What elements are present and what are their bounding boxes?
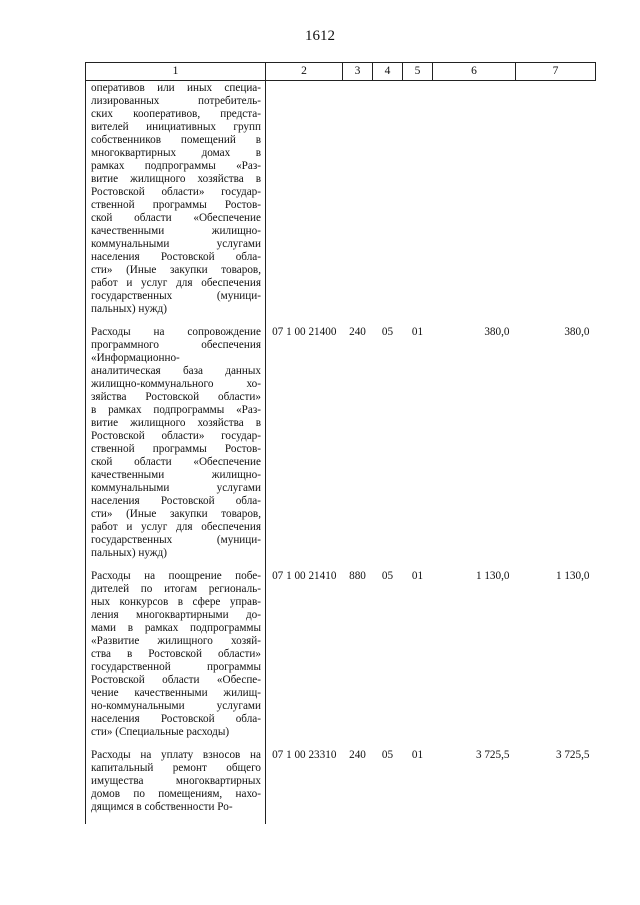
expense-description bbox=[86, 81, 266, 327]
expense-type-code bbox=[343, 81, 373, 327]
description-line: Расходы на поощрение побе- bbox=[91, 570, 261, 582]
description-line: работ и услуг для обеспечения bbox=[91, 277, 261, 289]
amount-col-6: 1 130,0 bbox=[475, 570, 510, 582]
amount-col-7: 3 725,5 bbox=[555, 749, 590, 761]
description-line: дителей по итогам региональ- bbox=[91, 583, 261, 595]
table-row bbox=[86, 749, 596, 824]
target-article-code: 07 1 00 21400 bbox=[272, 326, 337, 338]
description-line: мами в рамках подпрограммы bbox=[91, 622, 261, 634]
subsection-code: 01 bbox=[411, 326, 424, 338]
description-line: вителей инициативных групп bbox=[91, 121, 261, 133]
description-line: ственной программы Ростов- bbox=[91, 443, 261, 455]
description-line: аналитическая база данных bbox=[91, 365, 261, 377]
expense-description bbox=[86, 326, 266, 570]
description-line: ных конкурсов в сфере управ- bbox=[91, 596, 261, 608]
description-line: рамках подпрограммы «Раз- bbox=[91, 160, 261, 172]
amount-col-7: 1 130,0 bbox=[555, 570, 590, 582]
section-code bbox=[373, 81, 403, 327]
section-code: 05 bbox=[381, 749, 394, 761]
description-line: лизированных потребитель- bbox=[91, 95, 261, 107]
expense-type-code: 240 bbox=[349, 749, 366, 761]
description-line: населения Ростовской обла- bbox=[91, 251, 261, 263]
description-line: чение качественными жилищ- bbox=[91, 687, 261, 699]
description-line: Расходы на сопровождение bbox=[91, 326, 261, 338]
description-line: в рамках подпрограммы «Раз- bbox=[91, 404, 261, 416]
header-col-4: 4 bbox=[373, 63, 403, 81]
description-line: жилищно-коммунального хо- bbox=[91, 378, 261, 390]
description-line: Расходы на уплату взносов на bbox=[91, 749, 261, 761]
subsection-code bbox=[403, 81, 433, 327]
description-line: качественными жилищно- bbox=[91, 469, 261, 481]
amount-col-7: 380,0 bbox=[564, 326, 590, 338]
table-body bbox=[86, 81, 596, 825]
description-line: сти» (Иные закупки товаров, bbox=[91, 508, 261, 520]
subsection-code: 01 bbox=[411, 570, 424, 582]
description-line: «Развитие жилищного хозяй- bbox=[91, 635, 261, 647]
section-code: 05 bbox=[381, 326, 394, 338]
expense-type-code: 880 bbox=[349, 570, 366, 582]
description-line: пальных) нужд) bbox=[91, 303, 167, 315]
page-number: 1612 bbox=[305, 28, 335, 44]
section-code: 05 bbox=[381, 570, 394, 582]
description-line: Ростовской области» государ- bbox=[91, 186, 261, 198]
target-article-code: 07 1 00 23310 bbox=[272, 749, 337, 761]
description-line: ской области «Обеспечение bbox=[91, 456, 261, 468]
description-line: программного обеспечения bbox=[91, 339, 261, 351]
table-row bbox=[86, 570, 596, 749]
header-row bbox=[86, 63, 596, 81]
description-line: работ и услуг для обеспечения bbox=[91, 521, 261, 533]
description-line: имущества многоквартирных bbox=[91, 775, 261, 787]
description-line: ления многоквартирными до- bbox=[91, 609, 261, 621]
amount-col-6: 380,0 bbox=[484, 326, 510, 338]
description-line: Ростовской области «Обеспе- bbox=[91, 674, 261, 686]
description-line: населения Ростовской обла- bbox=[91, 495, 261, 507]
header-col-1: 1 bbox=[86, 63, 266, 81]
description-line: ских кооперативов, предста- bbox=[91, 108, 261, 120]
amount-col-7 bbox=[516, 81, 596, 327]
description-line: дящимся в собственности Ро- bbox=[91, 801, 233, 813]
subsection-code: 01 bbox=[411, 749, 424, 761]
description-line: Ростовской области» государ- bbox=[91, 430, 261, 442]
header-col-7: 7 bbox=[516, 63, 596, 81]
description-line: коммунальными услугами bbox=[91, 238, 261, 250]
header-col-6: 6 bbox=[433, 63, 516, 81]
header-col-3: 3 bbox=[343, 63, 373, 81]
description-line: населения Ростовской обла- bbox=[91, 713, 261, 725]
expense-description bbox=[86, 570, 266, 749]
description-line: ской области «Обеспечение bbox=[91, 212, 261, 224]
table-row bbox=[86, 326, 596, 570]
description-line: оперативов или иных специа- bbox=[91, 82, 261, 94]
description-line: витие жилищного хозяйства в bbox=[91, 417, 261, 429]
expense-description bbox=[86, 749, 266, 824]
table-row bbox=[86, 81, 596, 327]
description-line: зяйства Ростовской области» bbox=[91, 391, 261, 403]
target-article-code: 07 1 00 21410 bbox=[272, 570, 337, 582]
description-line: «Информационно- bbox=[91, 352, 180, 364]
target-article-code bbox=[266, 81, 343, 327]
description-line: государственной программы bbox=[91, 661, 261, 673]
description-line: многоквартирных домах в bbox=[91, 147, 261, 159]
description-line: сти» (Иные закупки товаров, bbox=[91, 264, 261, 276]
budget-table bbox=[85, 62, 596, 824]
description-line: домов по помещениям, нахо- bbox=[91, 788, 261, 800]
description-line: качественными жилищно- bbox=[91, 225, 261, 237]
description-line: пальных) нужд) bbox=[91, 547, 167, 559]
amount-col-6 bbox=[433, 81, 516, 327]
description-line: капитальный ремонт общего bbox=[91, 762, 261, 774]
description-line: витие жилищного хозяйства в bbox=[91, 173, 261, 185]
header-col-2: 2 bbox=[266, 63, 343, 81]
header-col-5: 5 bbox=[403, 63, 433, 81]
description-line: но-коммунальными услугами bbox=[91, 700, 261, 712]
amount-col-6: 3 725,5 bbox=[475, 749, 510, 761]
description-line: коммунальными услугами bbox=[91, 482, 261, 494]
description-line: ственной программы Ростов- bbox=[91, 199, 261, 211]
description-line: собственников помещений в bbox=[91, 134, 261, 146]
expense-type-code: 240 bbox=[349, 326, 366, 338]
description-line: государственных (муници- bbox=[91, 290, 261, 302]
description-line: государственных (муници- bbox=[91, 534, 261, 546]
description-line: сти» (Специальные расходы) bbox=[91, 726, 230, 738]
description-line: ства в Ростовской области» bbox=[91, 648, 261, 660]
